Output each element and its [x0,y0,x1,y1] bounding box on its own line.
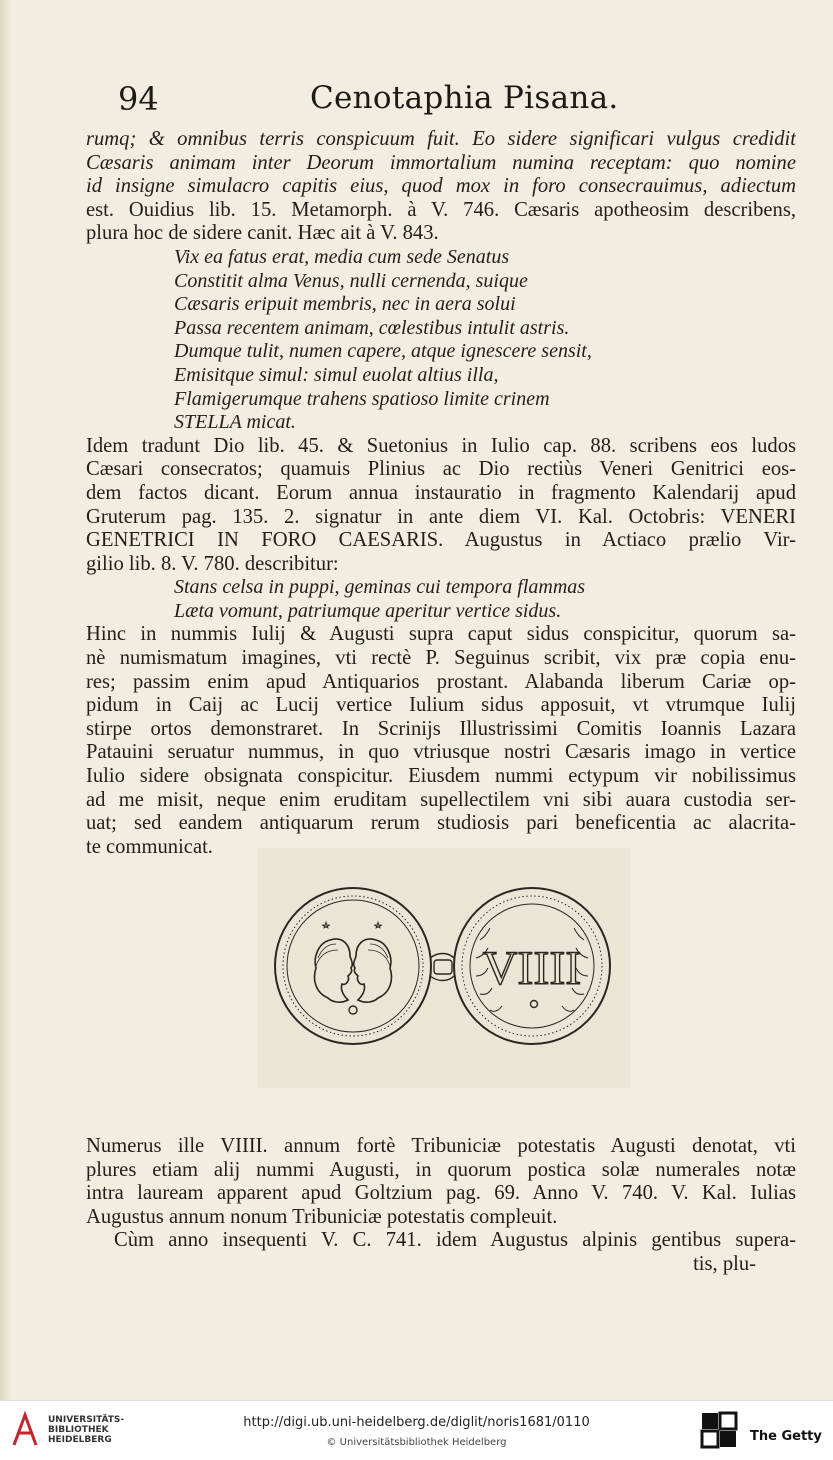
text-line: tis, plu- [693,1252,756,1275]
permalink-url[interactable]: http://digi.ub.uni-heidelberg.de/diglit/noris1681/0110 [243,1415,590,1430]
coin-obverse [275,888,431,1044]
viewer-footer [0,1400,833,1460]
text-line: Flamigerumque trahens spatioso limite crinem [174,387,550,410]
text-line: Passa recentem animam, cœlestibus intulit astris. [174,316,570,339]
text-line: Patauini seruatur nummus, in quo vtriusque nostri Cæsaris imago in vertice [86,741,796,764]
text-line: ad me misit, neque enim eruditam supellectilem vni sibi auara custodia ser- [86,788,796,811]
text-line: Cæsaris eripuit membris, nec in aera solui [174,293,516,316]
text-line: GENETRICI IN FORO CAESARIS. Augustus in Actiaco prælio Vir- [86,529,796,552]
library-name: UNIVERSITÄTS- BIBLIOTHEK HEIDELBERG [48,1415,125,1445]
running-head: Cenotaphia Pisana. [310,80,619,116]
text-line: pidum in Caij ac Lucij vertice Iulium sidus apposuit, vt vtrumque Iulij [86,694,796,717]
text-line: Gruterum pag. 135. 2. signatur in ante diem VI. Kal. Octobris: VENERI [86,505,796,528]
text-line: res; passim enim apud Antiquarios prostant. Alabanda liberum Cariæ op- [86,670,796,693]
text-line: Cæsaris animam inter Deorum immortalium numina receptam: quo nomine [86,151,796,174]
text-line: Vix ea fatus erat, media cum sede Senatus [174,245,510,268]
text-line: Stans celsa in puppi, geminas cui tempora flammas [174,576,586,599]
text-line: id insigne simulacro capitis eius, quod mox in foro consecrauimus, adiectum [86,175,796,198]
text-line: Idem tradunt Dio lib. 45. & Suetonius in Iulio cap. 88. scribens eos ludos [86,434,796,457]
coin-engraving [258,848,630,1088]
text-line: dem factos dicant. Eorum annua instauratio in fragmento Kalendarij apud [86,481,796,504]
text-line: Numerus ille VIIII. annum fortè Tribuniciæ potestatis Augusti denotat, vti [86,1135,796,1157]
text-line: Emisitque simul: simul euolat altius illa, [174,363,499,386]
getty-logo-icon [700,1411,738,1449]
coin-illustration [258,848,630,1088]
text-line: Cùm anno insequenti V. C. 741. idem Augustus alpinis gentibus supera- [114,1229,796,1252]
coin-connector [430,954,454,981]
partner-name: The Getty [750,1429,822,1444]
page-number: 94 [118,80,159,118]
text-line: uat; sed eandem antiquarum rerum studiosis pari beneficentia ac alacrita- [86,812,796,835]
text-line: plures etiam alij nummi Augusti, in quorum postica solæ numerales notæ [86,1158,796,1181]
text-line: nè numismatum imagines, vti rectè P. Seguinus scribit, vix præ copia enu- [86,647,796,670]
text-line: est. Ouidius lib. 15. Metamorph. à V. 746. Cæsaris apotheosim describens, [86,198,796,221]
text-line: stirpe ortos demonstraret. In Scrinijs Illustrissimi Comitis Ioannis Lazara [86,717,796,740]
text-line: intra lauream apparent apud Goltzium pag. 69. Anno V. 740. V. Kal. Iulias [86,1182,796,1205]
text-line: Hinc in nummis Iulij & Augusti supra caput sidus conspicitur, quorum sa- [86,623,796,646]
text-block-bottom [86,1135,796,1277]
copyright-notice: © Universitätsbibliothek Heidelberg [326,1437,507,1448]
text-line: Dumque tulit, numen capere, atque ignescere sensit, [174,340,592,363]
text-line: te communicat. [86,835,213,858]
text-line: Constitit alma Venus, nulli cernenda, suique [174,269,528,292]
text-block-top [86,128,796,859]
text-line: Cæsari consecratos; quamuis Plinius ac Dio rectiùs Veneri Genitrici eos- [86,458,796,481]
text-line: Iulio sidere obsignata conspicitur. Eiusdem nummi ectypum vir nobilissimus [86,765,796,788]
text-line: rumq; & omnibus terris conspicuum fuit. Eo sidere significari vulgus credidit [86,128,796,150]
text-line: Læta vomunt, patriumque aperitur vertice sidus. [174,599,562,622]
text-line: STELLA micat. [174,411,296,434]
text-line: gilio lib. 8. V. 780. describitur: [86,552,339,575]
text-line: Augustus annum nonum Tribuniciæ potestatis compleuit. [86,1205,558,1228]
coin-reverse-numeral: VIIII [482,942,582,995]
text-line: plura hoc de sidere canit. Hæc ait à V. 843. [86,222,439,245]
